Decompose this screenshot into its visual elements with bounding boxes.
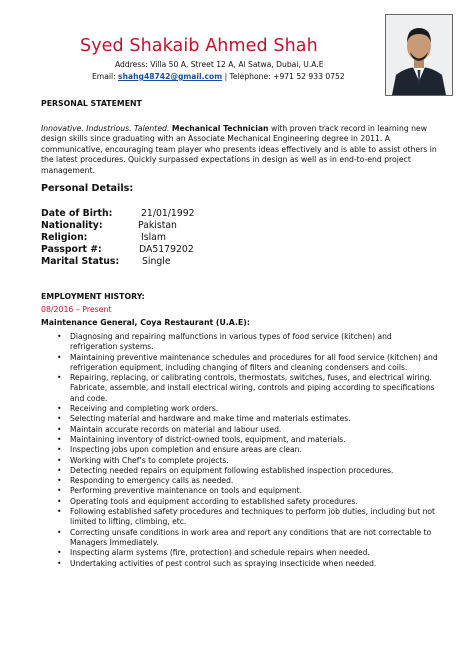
list-item: [41, 373, 441, 383]
bullet: •: [57, 548, 62, 558]
statement-intro: Innovative. Industrious. Talented.: [41, 124, 170, 133]
list-item: [41, 476, 441, 486]
list-item-text: Correcting unsafe conditions in work area and report any conditions that are not correctable to Managers Immediately.: [70, 527, 432, 547]
bullet: •: [57, 414, 62, 424]
statement-body: with proven track record in learning new design skills since graduating with an Associate Mechanical Engineering degree in 2011. A communicative, encouraging team player who presents ideas effectively and is able to assist others in the latest procedures. Quickly surpassed expectations in design as well as in end-to-end project management.: [41, 124, 437, 175]
bullet: •: [57, 404, 62, 414]
personal-statement-heading: PERSONAL STATEMENT: [41, 99, 142, 108]
list-item-text: Working with Chef’s to complete projects.: [70, 455, 229, 465]
list-item-text: Inspecting jobs upon completion and ensure areas are clean.: [70, 445, 302, 455]
detail-value: 21/01/1992: [141, 208, 195, 219]
detail-label: Passport #:: [41, 244, 102, 255]
list-item-text: Receiving and completing work orders.: [70, 404, 219, 414]
bullet: •: [57, 434, 62, 444]
list-item-text: Maintain accurate records on material and labour used.: [70, 424, 282, 434]
list-item-text: Following established safety procedures and techniques to perform job duties, including but not limited to lifting, climbing, etc.: [70, 507, 436, 527]
list-item-text: Selecting material and hardware and make time and materials estimates.: [70, 414, 351, 424]
bullet: •: [57, 465, 62, 475]
profile-photo: [385, 14, 453, 96]
list-item: [41, 497, 441, 507]
list-item: [41, 414, 441, 424]
employment-date: 08/2016 – Present: [41, 305, 112, 314]
list-item-text: Maintaining preventive maintenance schedules and procedures for all food service (kitchen) and refrigeration equipment, including changing of filters and cleaning condensers and coils.: [70, 352, 438, 372]
bullet: •: [57, 496, 62, 506]
list-item: [41, 383, 441, 404]
list-item: [41, 404, 441, 414]
contact-separator: |: [222, 72, 230, 81]
list-item-text: Responding to emergency calls as needed.: [70, 476, 234, 486]
detail-value: Single: [142, 256, 171, 267]
list-item: [41, 353, 441, 374]
bullet: •: [57, 486, 62, 496]
bullet: •: [57, 527, 62, 537]
list-item: [41, 445, 441, 455]
detail-label: Nationality:: [41, 220, 103, 231]
detail-value: Islam: [141, 232, 166, 243]
list-item: [41, 548, 441, 558]
bullet: •: [57, 507, 62, 517]
candidate-name: Syed Shakaib Ahmed Shah: [80, 36, 318, 56]
list-item-text: Diagnosing and repairing malfunctions in various types of food service (kitchen) and refrigeration systems.: [70, 332, 392, 352]
list-item: [41, 435, 441, 445]
bullet: •: [57, 352, 62, 362]
detail-label: Religion:: [41, 232, 88, 243]
contact-line: [92, 72, 345, 81]
personal-details-heading: Personal Details:: [41, 183, 134, 194]
detail-label: Marital Status:: [41, 256, 120, 267]
statement-role: Mechanical Technician: [171, 124, 269, 133]
list-item-text: Detecting needed repairs on equipment following established inspection procedures.: [70, 465, 394, 475]
list-item: [41, 507, 441, 528]
address-line: Address: Villa 50 A, Street 12 A, Al Satwa, Dubai, U.A.E: [115, 60, 324, 69]
list-item-text: Repairing, replacing, or calibrating controls, thermostats, switches, fuses, and electrical wiring.: [70, 373, 432, 383]
telephone: Telephone: +971 52 933 0752: [229, 72, 345, 81]
detail-value: DA5179202: [139, 244, 194, 255]
email-label: Email:: [92, 72, 119, 81]
list-item: [41, 332, 441, 353]
list-item: [41, 486, 441, 496]
list-item: [41, 559, 441, 569]
list-item-text: Fabricate, assemble, and install electrical wiring, controls and piping according to specifications and code.: [70, 383, 435, 403]
detail-value: Pakistan: [138, 220, 177, 231]
bullet: •: [57, 558, 62, 568]
list-item-text: Undertaking activities of pest control such as spraying insecticide when needed.: [70, 558, 377, 568]
list-item: [41, 425, 441, 435]
list-item-text: Maintaining inventory of district-owned tools, equipment, and materials.: [70, 434, 346, 444]
list-item: [41, 528, 441, 549]
list-item-text: Operating tools and equipment according to established safety procedures.: [70, 496, 358, 506]
personal-statement-text: [41, 124, 437, 176]
list-item: [41, 456, 441, 466]
employment-position: Maintenance General, Coya Restaurant (U.A.E):: [41, 318, 250, 327]
list-item-text: Inspecting alarm systems (fire, protection) and schedule repairs when needed.: [70, 548, 370, 558]
bullet: •: [57, 455, 62, 465]
duties-list: [41, 332, 441, 569]
bullet: •: [57, 332, 62, 341]
list-item: [41, 466, 441, 476]
list-item-text: Performing preventive maintenance on tools and equipment.: [70, 486, 303, 496]
profile-photo-image: [386, 15, 452, 95]
detail-label: Date of Birth:: [41, 208, 113, 219]
bullet: •: [57, 373, 62, 383]
bullet: •: [57, 476, 62, 486]
email-link[interactable]: shahg48742@gmail.com: [118, 72, 223, 81]
bullet: •: [57, 424, 62, 434]
employment-heading: EMPLOYMENT HISTORY:: [41, 292, 145, 301]
bullet: •: [57, 445, 62, 455]
